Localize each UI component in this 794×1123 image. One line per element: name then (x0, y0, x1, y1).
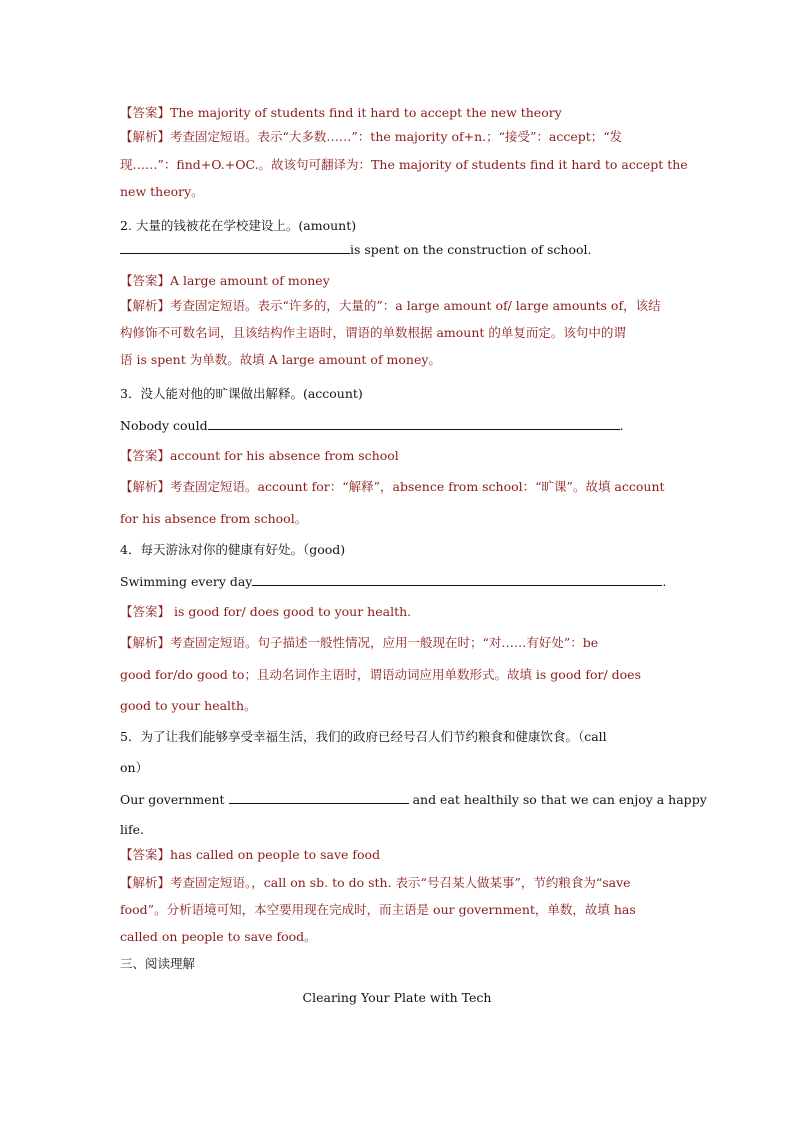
analysis-tag: 【解析】 (120, 635, 171, 650)
q1-analysis-line-2: 现……”：find+O.+OC.。故该句可翻译为：The majority of students find it hard to accept the (120, 157, 688, 172)
q4-analysis-line-3: good to your health。 (120, 698, 257, 713)
q4-prompt: 4．每天游泳对你的健康有好处。（good) (120, 542, 346, 557)
answer-blank[interactable] (120, 241, 350, 254)
q3-stem: Nobody could . (120, 418, 624, 433)
q3-prompt: 3．没人能对他的旷课做出解释。(account) (120, 386, 363, 401)
answer-tag: 【答案】 (120, 847, 171, 862)
q3-analysis-line-1: 【解析】考查固定短语。account for：“解释”，absence from school：“旷课”。故填 account (120, 479, 665, 494)
q5-stem-end: life. (120, 822, 144, 837)
section-heading: 三、阅读理解 (120, 956, 196, 971)
q5-analysis-line-1: 【解析】考查固定短语。，call on sb. to do sth. 表示“号召某人做某事”，节约粮食为“save (120, 875, 631, 890)
q5-prompt-line-1: 5．为了让我们能够享受幸福生活，我们的政府已经号召人们节约粮食和健康饮食。（call (120, 729, 607, 744)
q2-analysis-line-2: 构修饰不可数名词，且该结构作主语时，谓语的单数根据 amount 的单复而定。该句中的谓 (120, 325, 626, 340)
answer-tag: 【答案】 (120, 273, 171, 288)
answer-tag: 【答案】 (120, 105, 171, 120)
analysis-tag: 【解析】 (120, 875, 171, 890)
q4-answer: 【答案】 is good for/ does good to your health. (120, 604, 412, 619)
passage-title: Clearing Your Plate with Tech (302, 990, 492, 1005)
q1-analysis-line-3: new theory。 (120, 184, 204, 199)
q5-stem: Our government and eat healthily so that we can enjoy a happy (120, 792, 707, 807)
q1-answer: 【答案】The majority of students find it hard to accept the new theory (120, 105, 562, 120)
q2-answer: 【答案】A large amount of money (120, 273, 330, 288)
q4-stem: Swimming every day . (120, 574, 667, 589)
q2-analysis-line-1: 【解析】考查固定短语。表示“许多的，大量的”：a large amount of/ large amounts of，该结 (120, 298, 661, 313)
analysis-tag: 【解析】 (120, 298, 171, 313)
q2-stem: is spent on the construction of school. (120, 241, 591, 258)
answer-blank[interactable] (229, 791, 409, 804)
q5-analysis-line-3: called on people to save food。 (120, 929, 317, 944)
answer-tag: 【答案】 (120, 604, 171, 619)
answer-blank[interactable] (252, 573, 662, 586)
analysis-tag: 【解析】 (120, 479, 171, 494)
answer-tag: 【答案】 (120, 448, 171, 463)
q2-prompt: 2. 大量的钱被花在学校建设上。(amount) (120, 218, 357, 233)
analysis-tag: 【解析】 (120, 129, 171, 144)
q5-analysis-line-2: food”。分析语境可知，本空要用现在完成时，而主语是 our government，单数，故填 has (120, 902, 636, 917)
q3-answer: 【答案】account for his absence from school (120, 448, 399, 463)
q1-analysis-line-1: 【解析】考查固定短语。表示“大多数……”：the majority of+n.；“接受”：accept；“发 (120, 129, 623, 144)
answer-blank[interactable] (208, 417, 620, 430)
q2-analysis-line-3: 语 is spent 为单数。故填 A large amount of money。 (120, 352, 441, 367)
q4-analysis-line-1: 【解析】考查固定短语。句子描述一般性情况，应用一般现在时；“对……有好处”：be (120, 635, 599, 650)
q3-analysis-line-2: for his absence from school。 (120, 511, 308, 526)
q5-answer: 【答案】has called on people to save food (120, 847, 381, 862)
q4-analysis-line-2: good for/do good to；且动名词作主语时，谓语动词应用单数形式。故填 is good for/ does (120, 667, 641, 682)
q5-prompt-line-2: on） (120, 760, 149, 775)
